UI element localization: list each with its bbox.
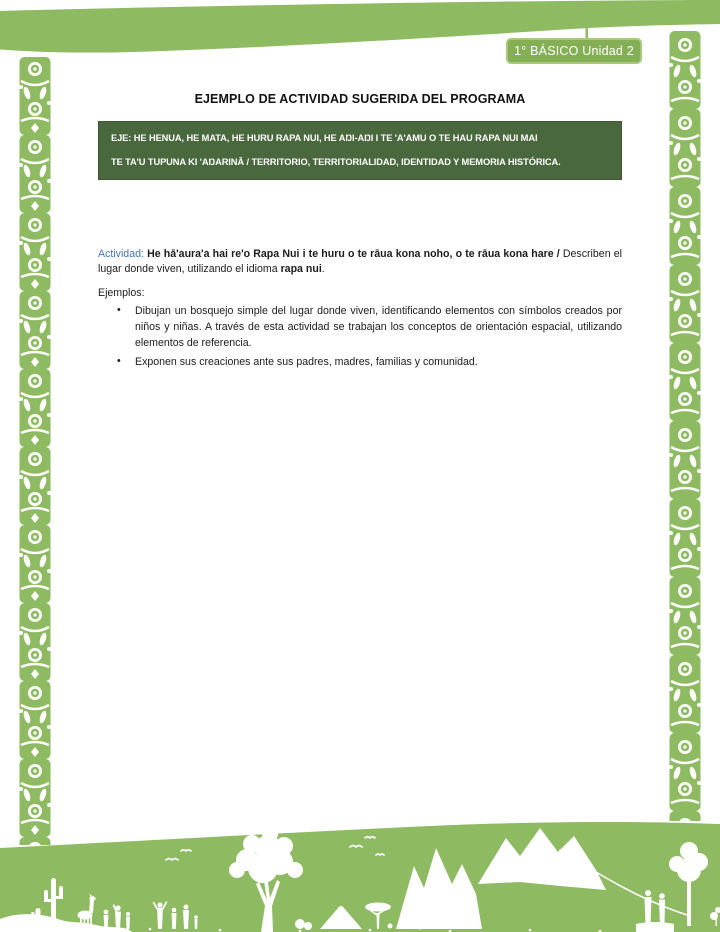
bullet-icon: •: [117, 304, 121, 316]
activity-label: Actividad:: [98, 247, 148, 260]
unit-badge: [506, 38, 642, 64]
example-item-text: Dibujan un bosquejo simple del lugar donde viven, identificando elementos con símbolos creados por niños y niñas. A través de esta actividad se trabajan los conceptos de orientación espacial, utilizando elementos de referencia.: [135, 305, 622, 350]
eje-line-rapanui: EJE: HE HENUA, HE MATA, HE HURU RAPA NUI, HE AŊI-AŊI I TE 'A'AMU O TE HAU RAPA NUI MAI: [111, 133, 538, 143]
activity-period: .: [321, 263, 325, 276]
footer-landscape-graphic: [0, 820, 720, 932]
examples-list: [98, 303, 622, 373]
examples-heading: Ejemplos:: [98, 287, 145, 299]
eje-line-spanish: TE TA'U TUPUNA KI 'AŊARINĀ / TERRITORIO, TERRITORIALIDAD, IDENTIDAD Y MEMORIA HISTÓRICA.: [111, 157, 561, 168]
activity-paragraph: [98, 247, 622, 279]
list-item: [98, 303, 622, 351]
bullet-icon: •: [117, 355, 121, 368]
example-item-text: Exponen sus creaciones ante sus padres, madres, familias y comunidad.: [135, 356, 478, 369]
rapa-nui-border-right-icon: [668, 31, 702, 821]
page-title: EJEMPLO DE ACTIVIDAD SUGERIDA DEL PROGRAMA: [194, 92, 526, 106]
rapa-nui-border-left-icon: [18, 57, 52, 845]
activity-spanish-text: Describen el lugar donde viven, utilizando el idioma: [98, 247, 622, 276]
list-item: [98, 354, 622, 370]
activity-rapanui-text: He hā'aura'a hai re'o Rapa Nui i te huru o te rāua kona noho, o te rāua kona hare /: [147, 247, 563, 260]
unit-badge-label: 1° BÁSICO Unidad 2: [514, 44, 634, 58]
eje-box: [98, 121, 622, 180]
badge-connector-line: [586, 24, 589, 39]
activity-spanish-bold: rapa nui: [280, 263, 322, 276]
